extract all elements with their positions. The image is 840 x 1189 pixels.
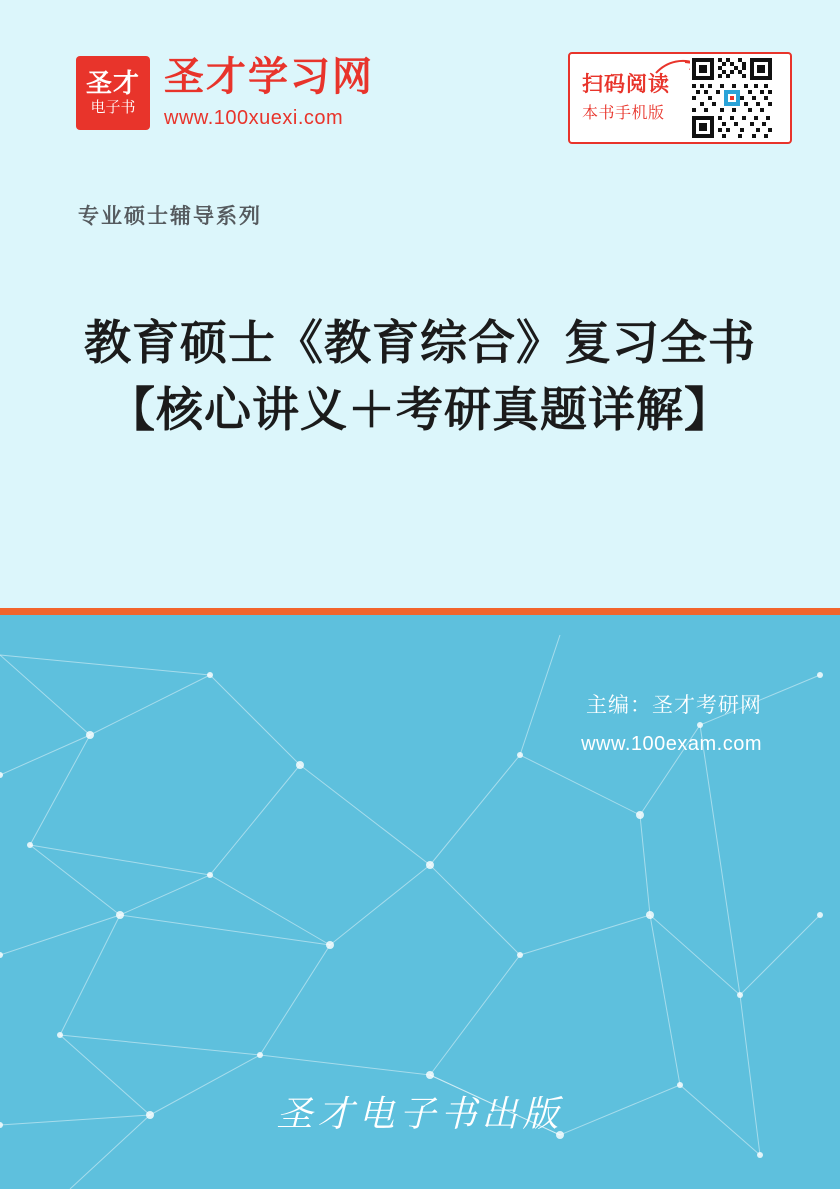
page-title: 教育硕士《教育综合》复习全书【核心讲义＋考研真题详解】: [84, 316, 756, 436]
editor-line: 主编：圣才考研网: [586, 694, 762, 717]
logo-mark-line2: 电子书: [90, 99, 136, 117]
brand-url: www.100xuexi.com: [164, 106, 344, 129]
qr-caption-line1: 扫码阅读: [582, 72, 670, 96]
logo-mark-line1: 圣才: [85, 67, 140, 98]
series-label: 专业硕士辅导系列: [78, 205, 262, 228]
section-divider: [0, 608, 840, 615]
qr-caption-line2: 本书手机版: [582, 105, 665, 123]
publisher-name: 圣才电子书出版: [276, 1094, 564, 1135]
logo-text-block: [164, 54, 374, 130]
cover-bottom-section: [0, 615, 840, 1189]
author-info: [581, 689, 762, 756]
brand-logo: [76, 56, 374, 130]
qr-scan-banner[interactable]: [568, 52, 792, 144]
exam-site-url: www.100exam.com: [581, 733, 762, 755]
brand-name: 圣才学习网: [164, 54, 374, 99]
logo-mark-icon: [76, 56, 150, 130]
qr-code-icon[interactable]: [690, 56, 774, 140]
qr-caption: [576, 72, 690, 124]
